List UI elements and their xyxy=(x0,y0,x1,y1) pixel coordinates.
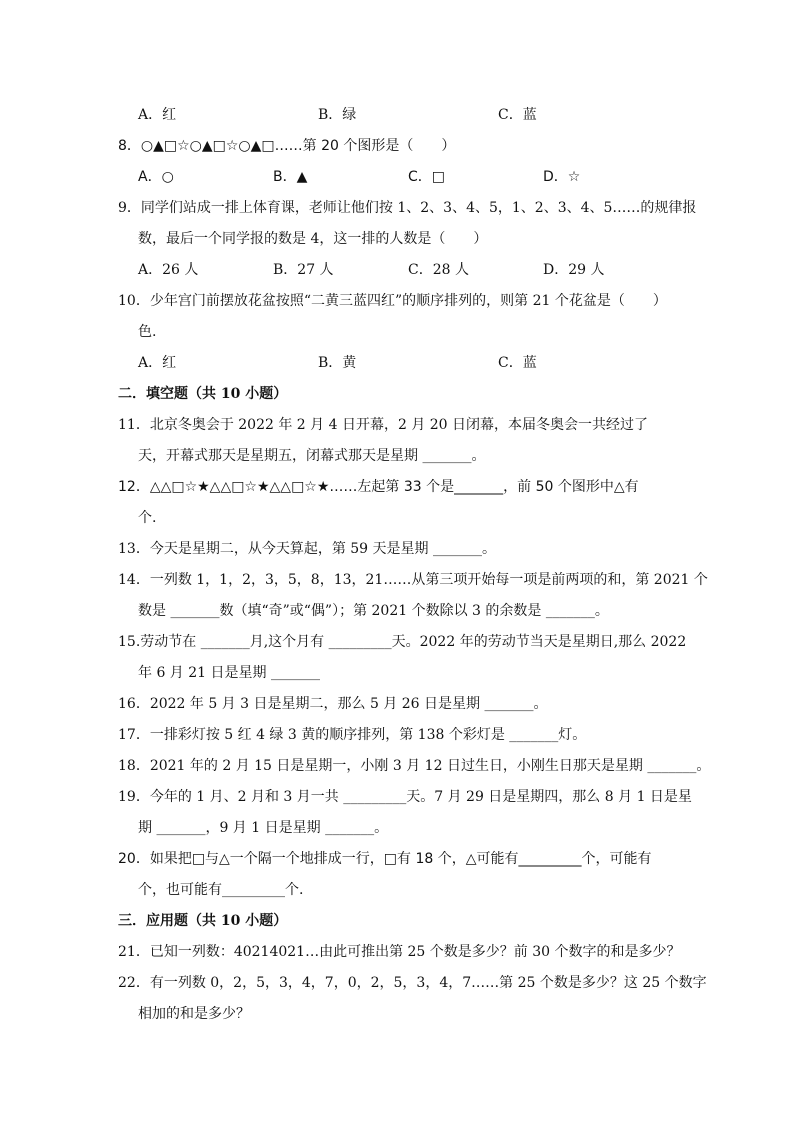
q14-question-line2: 数是 _______数（填“奇”或“偶”）；第 2021 个数除以 3 的余数是 _______。 xyxy=(138,603,609,619)
q20-question-line2: 个，也可能有_________个. xyxy=(138,882,304,898)
q9-option-d: D．29 人 xyxy=(543,262,605,278)
q19-question-line1: 19．今年的 1 月、2 月和 3 月一共 _________天。7 月 29 日是星期四，那么 8 月 1 日是星 xyxy=(118,789,692,805)
q8-option-b: B．▲ xyxy=(273,169,308,185)
section-application-title: 三．应用题（共 10 小题） xyxy=(118,913,288,929)
q9-option-a: A．26 人 xyxy=(138,262,199,278)
q8-option-a: A．○ xyxy=(138,169,174,185)
q7-option-b: B．绿 xyxy=(318,107,357,123)
q15-question-line1: 15.劳动节在 _______月,这个月有 _________天。2022 年的劳动节当天是星期日,那么 2022 xyxy=(118,634,687,650)
q21-question: 21．已知一列数：40214021…由此可推出第 25 个数是多少？前 30 个数字的和是多少？ xyxy=(118,944,681,960)
q7-options xyxy=(118,100,678,131)
q14-question-line1: 14．一列数 1，1，2，3，5，8，13，21……从第三项开始每一项是前两项的和，第 2021 个 xyxy=(118,572,708,588)
q20-question-line1: 20．如果把□与△一个隔一个地排成一行，□有 18 个，△可能有_________个，可能有 xyxy=(118,851,652,867)
q19-question-line2: 期 _______，9 月 1 日是星期 _______。 xyxy=(138,820,389,836)
q8-question: 8．○▲□☆○▲□☆○▲□……第 20 个图形是（ ） xyxy=(118,138,456,154)
q22-question-line1: 22．有一列数 0，2，5，3，4，7，0，2，5，3，4，7……第 25 个数是多少？这 25 个数字 xyxy=(118,975,707,991)
q9-options xyxy=(118,255,678,286)
q10-question-line1: 10．少年宫门前摆放花盆按照“二黄三蓝四红”的顺序排列的，则第 21 个花盆是（ ） xyxy=(118,293,667,309)
q15-question-line2: 年 6 月 21 日是星期 _______ xyxy=(138,665,320,681)
q12-question-line1: 12．△△□☆★△△□☆★△△□☆★……左起第 33 个是_______，前 50 个图形中△有 xyxy=(118,479,639,495)
q9-question-line1: 9．同学们站成一排上体育课，老师让他们按 1、2、3、4、5，1、2、3、4、5……的规律报 xyxy=(118,200,697,216)
q16-question: 16．2022 年 5 月 3 日是星期二，那么 5 月 26 日是星期 _______。 xyxy=(118,696,548,712)
section-fill-in-title: 二．填空题（共 10 小题） xyxy=(118,386,288,402)
q11-question-line1: 11．北京冬奥会于 2022 年 2 月 4 日开幕，2 月 20 日闭幕，本届冬奥会一共经过了 xyxy=(118,417,649,433)
q10-options xyxy=(118,348,678,379)
q13-question: 13．今天是星期二，从今天算起，第 59 天是星期 _______。 xyxy=(118,541,496,557)
worksheet-content xyxy=(118,100,711,1030)
q9-option-c: C．28 人 xyxy=(408,262,469,278)
q10-option-a: A．红 xyxy=(138,355,177,371)
q10-option-b: B．黄 xyxy=(318,355,357,371)
q22-question-line2: 相加的和是多少？ xyxy=(138,1006,250,1022)
q12-question-line2: 个. xyxy=(138,510,157,526)
q10-question-line2: 色. xyxy=(138,324,157,340)
q11-question-line2: 天，开幕式那天是星期五，闭幕式那天是星期 _______。 xyxy=(138,448,486,464)
q8-options xyxy=(118,162,678,193)
q8-option-c: C．□ xyxy=(408,169,446,185)
q7-option-c: C．蓝 xyxy=(498,107,537,123)
q8-option-d: D．☆ xyxy=(543,169,581,185)
q17-question: 17．一排彩灯按 5 红 4 绿 3 黄的顺序排列，第 138 个彩灯是 _______灯。 xyxy=(118,727,587,743)
q18-question: 18．2021 年的 2 月 15 日是星期一，小刚 3 月 12 日过生日，小刚生日那天是星期 _______。 xyxy=(118,758,711,774)
q9-question-line2: 数，最后一个同学报的数是 4，这一排的人数是（ ） xyxy=(138,231,488,247)
q7-option-a: A．红 xyxy=(138,107,177,123)
q9-option-b: B．27 人 xyxy=(273,262,334,278)
q10-option-c: C．蓝 xyxy=(498,355,537,371)
